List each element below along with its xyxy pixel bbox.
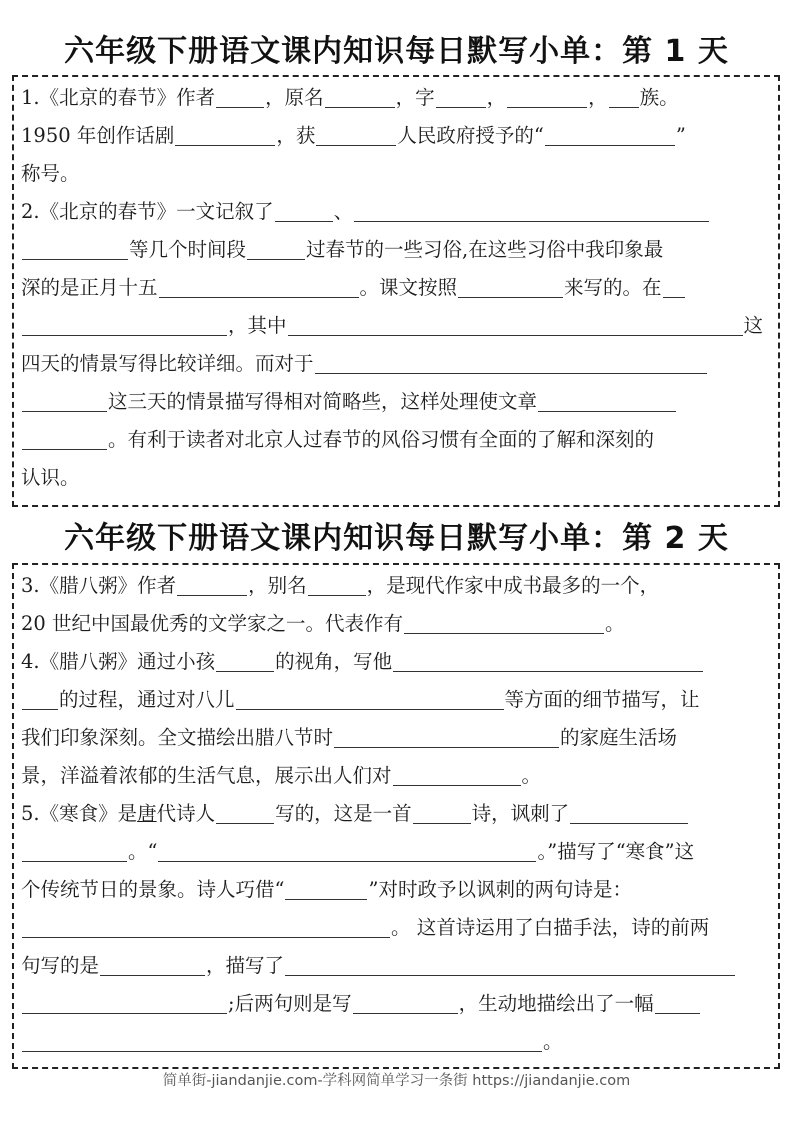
static-text: ，字 xyxy=(395,86,435,109)
text-line xyxy=(21,79,772,117)
text-line xyxy=(21,985,772,1023)
fill-in-blank[interactable] xyxy=(507,85,587,108)
fill-in-blank[interactable] xyxy=(308,573,366,596)
static-text: ，其中 xyxy=(228,314,287,337)
static-text: 。 这首诗运用了白描手法，诗的前两 xyxy=(391,916,710,939)
static-text: 诗，讽刺了 xyxy=(471,802,570,825)
fill-in-blank[interactable] xyxy=(609,85,639,108)
day2-title: 六年级下册语文课内知识每日默写小单：第 2 天 xyxy=(64,521,729,556)
static-text: 、 xyxy=(333,200,354,223)
text-line xyxy=(21,605,772,643)
text-line xyxy=(21,231,772,269)
fill-in-blank[interactable] xyxy=(216,649,274,672)
static-text: 人民政府授予的“ xyxy=(397,124,544,147)
static-text: 个传统节日的景象。诗人巧借“ xyxy=(21,878,285,901)
day1-lines xyxy=(21,79,772,497)
text-line xyxy=(21,155,772,193)
fill-in-blank[interactable] xyxy=(22,915,390,938)
static-text: 。 xyxy=(521,764,542,787)
fill-in-blank[interactable] xyxy=(22,427,107,450)
day2-lines xyxy=(21,567,772,1061)
text-line xyxy=(21,909,772,947)
text-line xyxy=(21,795,772,833)
static-text: ”对时政予以讽刺的两句诗是： xyxy=(368,878,632,901)
fill-in-blank[interactable] xyxy=(413,801,471,824)
fill-in-blank[interactable] xyxy=(393,763,521,786)
static-text: 代诗人 xyxy=(156,802,216,825)
day1-worksheet-box xyxy=(12,75,780,507)
day1-title: 六年级下册语文课内知识每日默写小单：第 1 天 xyxy=(64,34,729,69)
text-line xyxy=(21,383,772,421)
static-text: 等几个时间段 xyxy=(129,238,247,261)
static-text: ” xyxy=(675,124,686,147)
static-text: 的视角，写他 xyxy=(275,650,393,673)
static-text: ， xyxy=(486,86,507,109)
static-text: ，生动地描绘出了一幅 xyxy=(458,992,654,1015)
static-text: 3.《腊八粥》作者 xyxy=(21,574,177,597)
static-text: 。“ xyxy=(128,840,158,863)
fill-in-blank[interactable] xyxy=(353,991,458,1014)
fill-in-blank[interactable] xyxy=(436,85,486,108)
static-text: 。”描写了“寒食”这 xyxy=(537,840,695,863)
text-line xyxy=(21,307,772,345)
static-text: 1950 年创作话剧 xyxy=(21,124,175,147)
fill-in-blank[interactable] xyxy=(22,839,127,862)
fill-in-blank[interactable] xyxy=(393,649,703,672)
fill-in-blank[interactable] xyxy=(177,573,247,596)
fill-in-blank[interactable] xyxy=(458,275,563,298)
static-text: 这 xyxy=(743,314,764,337)
text-line xyxy=(21,421,772,459)
static-text: 5.《寒食》是 xyxy=(21,802,138,825)
static-text: 。有利于读者对北京人过春节的风俗习惯有全面的了解和深刻的 xyxy=(108,428,655,451)
fill-in-blank[interactable] xyxy=(22,237,128,260)
fill-in-blank[interactable] xyxy=(655,991,700,1014)
fill-in-blank[interactable] xyxy=(236,687,504,710)
static-text: ， xyxy=(588,86,608,109)
fill-in-blank[interactable] xyxy=(22,687,58,710)
fill-in-blank[interactable] xyxy=(663,275,685,298)
fill-in-blank[interactable] xyxy=(22,389,107,412)
fill-in-blank[interactable] xyxy=(275,199,333,222)
fill-in-blank[interactable] xyxy=(570,801,688,824)
text-line xyxy=(21,947,772,985)
static-text: 这三天的情景描写得相对简略些，这样处理使文章 xyxy=(108,390,538,413)
fill-in-blank[interactable] xyxy=(315,351,707,374)
static-text: 等方面的细节描写，让 xyxy=(504,688,700,711)
footer-watermark: 简单街-jiandanjie.com-学科网简单学习一条街 https://jiandanjie.com xyxy=(162,1073,631,1089)
static-text: 族。 xyxy=(639,86,679,109)
fill-in-blank[interactable] xyxy=(22,1029,542,1052)
fill-in-blank[interactable] xyxy=(354,199,709,222)
fill-in-blank[interactable] xyxy=(538,389,676,412)
fill-in-blank[interactable] xyxy=(288,313,743,336)
fill-in-blank[interactable] xyxy=(334,725,559,748)
static-text: 的家庭生活场 xyxy=(560,726,678,749)
static-text: 来写的。在 xyxy=(564,276,662,299)
static-text: ，别名 xyxy=(248,574,307,597)
fill-in-blank[interactable] xyxy=(247,237,305,260)
text-line xyxy=(21,681,772,719)
text-line xyxy=(21,269,772,307)
fill-in-blank[interactable] xyxy=(545,123,675,146)
fill-in-blank[interactable] xyxy=(404,611,604,634)
underlined-text: 唐 xyxy=(137,802,157,825)
static-text: 四天的情景写得比较详细。而对于 xyxy=(21,352,314,375)
fill-in-blank[interactable] xyxy=(22,991,227,1014)
text-line xyxy=(21,1023,772,1061)
static-text: ;后两句则是写 xyxy=(228,992,352,1015)
static-text: 。课文按照 xyxy=(359,276,458,299)
text-line xyxy=(21,193,772,231)
day2-worksheet-box xyxy=(12,563,780,1069)
fill-in-blank[interactable] xyxy=(158,839,536,862)
text-line xyxy=(21,757,772,795)
text-line xyxy=(21,833,772,871)
fill-in-blank[interactable] xyxy=(100,953,205,976)
text-line xyxy=(21,459,772,497)
fill-in-blank[interactable] xyxy=(285,877,367,900)
static-text: 深的是正月十五 xyxy=(21,276,158,299)
text-line xyxy=(21,117,772,155)
static-text: 称号。 xyxy=(21,162,80,185)
static-text: 我们印象深刻。全文描绘出腊八节时 xyxy=(21,726,334,749)
static-text: ，描写了 xyxy=(206,954,285,977)
static-text: 的过程，通过对八儿 xyxy=(59,688,235,711)
static-text: 景，洋溢着浓郁的生活气息，展示出人们对 xyxy=(21,764,392,787)
static-text: ，原名 xyxy=(265,86,324,109)
static-text: 4.《腊八粥》通过小孩 xyxy=(21,650,216,673)
static-text: ，是现代作家中成书最多的一个， xyxy=(366,574,660,597)
static-text: 认识。 xyxy=(21,466,80,489)
fill-in-blank[interactable] xyxy=(285,953,735,976)
static-text: 20 世纪中国最优秀的文学家之一。代表作有 xyxy=(21,612,404,635)
static-text: 句写的是 xyxy=(21,954,100,977)
static-text: 过春节的一些习俗,在这些习俗中我印象最 xyxy=(306,238,664,261)
text-line xyxy=(21,567,772,605)
text-line xyxy=(21,871,772,909)
text-line xyxy=(21,643,772,681)
static-text: 写的，这是一首 xyxy=(275,802,412,825)
static-text: 。 xyxy=(543,1030,563,1053)
static-text: 1.《北京的春节》作者 xyxy=(21,86,216,109)
fill-in-blank[interactable] xyxy=(216,801,274,824)
fill-in-blank[interactable] xyxy=(325,85,395,108)
fill-in-blank[interactable] xyxy=(316,123,396,146)
static-text: 2.《北京的春节》一文记叙了 xyxy=(21,200,274,223)
text-line xyxy=(21,719,772,757)
static-text: 。 xyxy=(605,612,625,635)
fill-in-blank[interactable] xyxy=(175,123,275,146)
fill-in-blank[interactable] xyxy=(216,85,264,108)
static-text: ，获 xyxy=(276,124,316,147)
fill-in-blank[interactable] xyxy=(159,275,359,298)
text-line xyxy=(21,345,772,383)
fill-in-blank[interactable] xyxy=(22,313,227,336)
